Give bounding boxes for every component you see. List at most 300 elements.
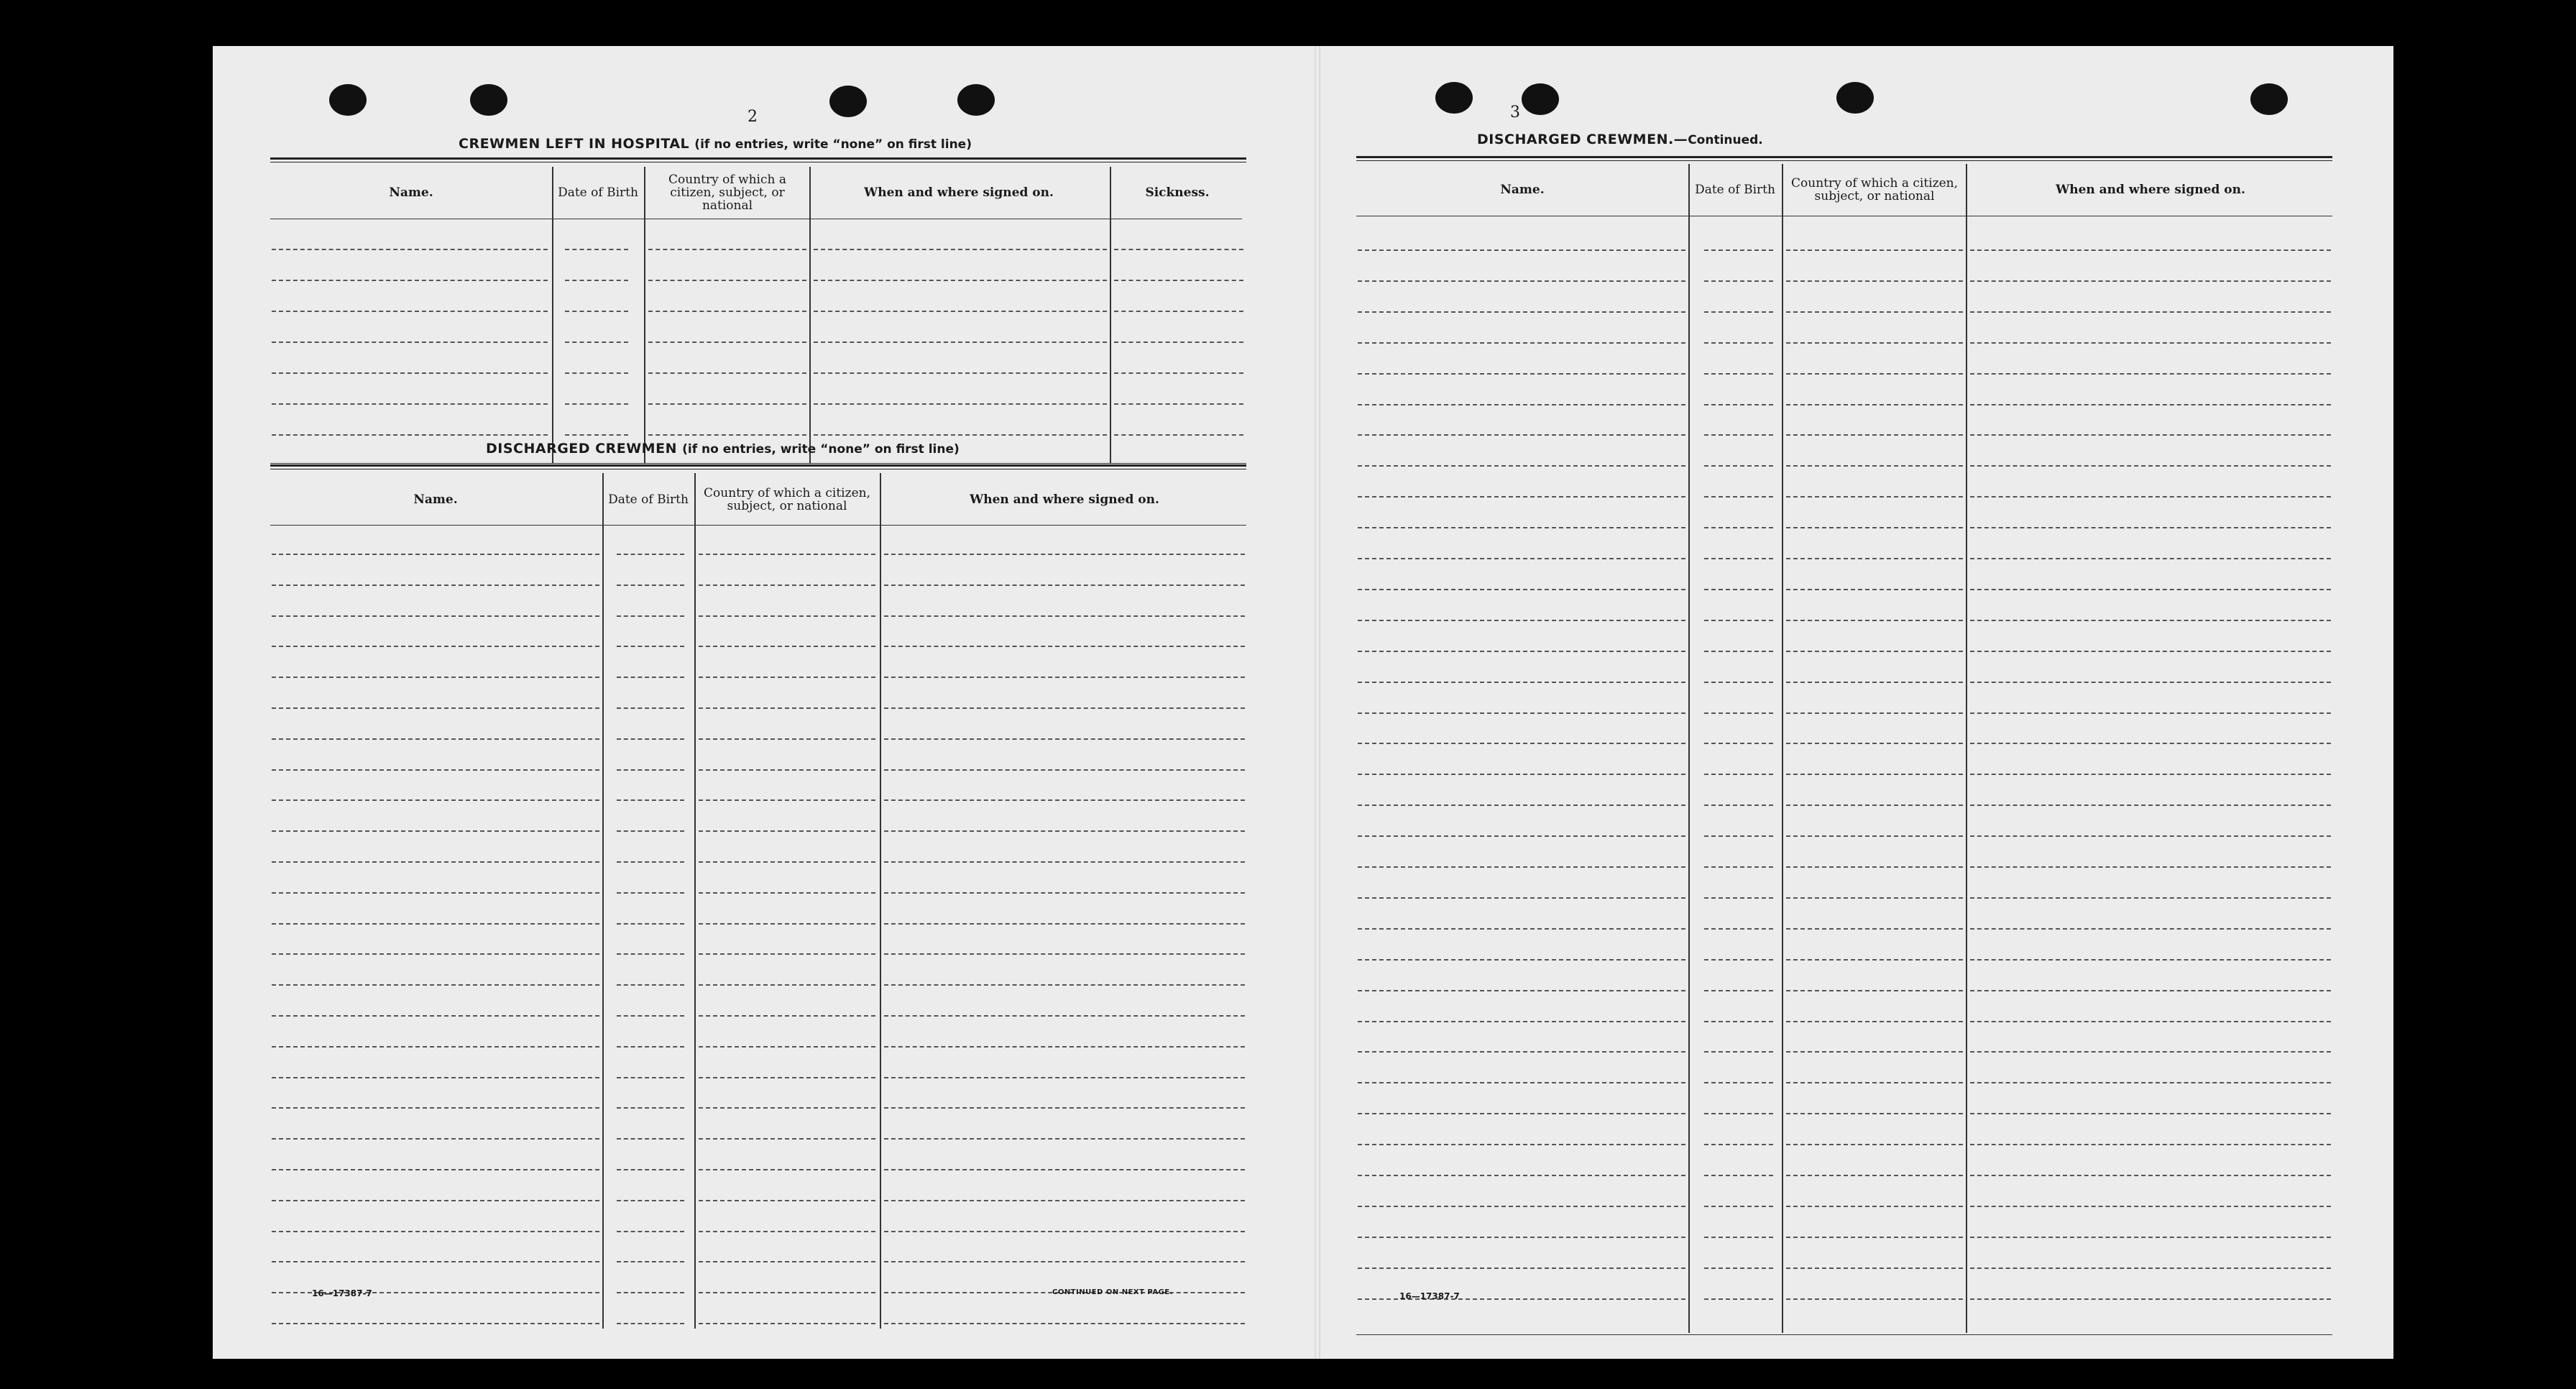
entry-line — [1786, 1082, 1963, 1083]
entry-line — [1786, 866, 1963, 868]
entry-line — [699, 615, 875, 617]
entry-line — [1970, 928, 2331, 930]
entry-line — [617, 861, 684, 863]
entry-line — [272, 738, 599, 740]
entry-line — [1358, 1237, 1685, 1238]
entry-line — [1358, 527, 1685, 528]
discharged-column-rule — [880, 473, 881, 1329]
hospital-title-note: (if no entries, write “none” on first line) — [694, 137, 972, 152]
entry-line — [617, 1107, 684, 1109]
entry-line — [617, 677, 684, 678]
entry-line — [1970, 1144, 2331, 1145]
entry-line — [1358, 959, 1685, 961]
punch-hole — [2250, 83, 2288, 115]
entry-line — [565, 403, 628, 405]
discharged-col-signed-header: When and where signed on. — [970, 492, 1159, 507]
entry-line — [648, 280, 806, 281]
entry-line — [1970, 835, 2331, 837]
entry-line — [884, 830, 1245, 832]
entry-line — [1704, 897, 1773, 899]
entry-line — [1970, 1206, 2331, 1207]
entry-line — [617, 1200, 684, 1201]
entry-line — [1786, 743, 1963, 744]
form-number: 16—17387-7 — [312, 1288, 372, 1298]
entry-line — [884, 1169, 1245, 1170]
entry-line — [1358, 280, 1685, 282]
entry-line — [1704, 311, 1773, 313]
entry-line — [272, 280, 548, 281]
entry-line — [1358, 465, 1685, 467]
entry-line — [617, 830, 684, 832]
punch-hole — [1836, 82, 1874, 114]
continued-col-country-header: Country of which a citizen, subject, or national — [1791, 176, 1958, 203]
hospital-column-rule — [552, 167, 553, 463]
page-number: 3 — [1510, 104, 1520, 122]
entry-line — [1704, 651, 1773, 652]
entry-line — [1358, 342, 1685, 344]
entry-line — [1970, 1051, 2331, 1053]
entry-line — [1704, 928, 1773, 930]
discharged-col-dob-header: Date of Birth — [608, 492, 689, 507]
entry-line — [272, 984, 599, 986]
entry-line — [1786, 1051, 1963, 1053]
entry-line — [1786, 620, 1963, 621]
entry-line — [1358, 1051, 1685, 1053]
entry-line — [272, 830, 599, 832]
entry-line — [699, 707, 875, 709]
continued-col-signed-header: When and where signed on. — [2056, 183, 2245, 197]
entry-line — [1358, 743, 1685, 744]
entry-line — [699, 738, 875, 740]
entry-line — [699, 1015, 875, 1017]
entry-line — [1786, 928, 1963, 930]
entry-line — [884, 1200, 1245, 1201]
entry-line — [648, 249, 806, 250]
entry-line — [272, 646, 599, 647]
entry-line — [699, 1046, 875, 1048]
page-number: 2 — [748, 108, 758, 126]
entry-line — [1970, 1175, 2331, 1176]
discharged-title-text: DISCHARGED CREWMEN — [486, 441, 677, 457]
entry-line — [1358, 558, 1685, 559]
entry-line — [1704, 835, 1773, 837]
entry-line — [884, 554, 1245, 555]
continued-header-rule — [1356, 156, 2332, 158]
entry-line — [272, 677, 599, 678]
entry-line — [1704, 1113, 1773, 1114]
entry-line — [884, 1231, 1245, 1232]
entry-line — [617, 1015, 684, 1017]
entry-line — [699, 1323, 875, 1324]
entry-line — [1704, 1267, 1773, 1269]
entry-line — [699, 984, 875, 986]
hospital-col-signed-header: When and where signed on. — [864, 185, 1054, 200]
entry-line — [884, 646, 1245, 647]
entry-line — [884, 1015, 1245, 1017]
entry-line — [617, 769, 684, 771]
entry-line — [1786, 280, 1963, 282]
entry-line — [884, 923, 1245, 925]
entry-line — [1704, 465, 1773, 467]
entry-line — [1786, 558, 1963, 559]
entry-line — [617, 1292, 684, 1293]
entry-line — [272, 311, 548, 312]
entry-line — [699, 1107, 875, 1109]
entry-line — [1704, 774, 1773, 775]
entry-line — [617, 1323, 684, 1324]
entry-line — [1970, 311, 2331, 313]
entry-line — [1358, 1206, 1685, 1207]
entry-line — [1704, 682, 1773, 683]
entry-line — [1786, 774, 1963, 775]
entry-line — [884, 707, 1245, 709]
entry-line — [1970, 558, 2331, 559]
entry-line — [617, 1077, 684, 1078]
entry-line — [1704, 990, 1773, 991]
entry-line — [1786, 496, 1963, 498]
discharged-column-rule — [694, 473, 696, 1329]
entry-line — [699, 646, 875, 647]
entry-line — [648, 311, 806, 312]
entry-line — [1786, 404, 1963, 405]
entry-line — [1970, 1113, 2331, 1114]
entry-line — [1970, 804, 2331, 806]
center-fold — [1315, 46, 1320, 1359]
discharged-continued-title — [1477, 132, 1763, 147]
entry-line — [272, 1261, 599, 1262]
entry-line — [1358, 897, 1685, 899]
hospital-column-rule — [644, 167, 645, 463]
entry-line — [1970, 434, 2331, 436]
continued-note: CONTINUED ON NEXT PAGE. — [1052, 1288, 1173, 1296]
punch-hole — [829, 86, 867, 117]
entry-line — [1358, 651, 1685, 652]
entry-line — [814, 434, 1107, 436]
entry-line — [1970, 1021, 2331, 1022]
entry-line — [1970, 527, 2331, 528]
entry-line — [884, 984, 1245, 986]
entry-line — [814, 249, 1107, 250]
entry-line — [1970, 249, 2331, 251]
entry-line — [1358, 990, 1685, 991]
entry-line — [1704, 743, 1773, 744]
entry-line — [1358, 1082, 1685, 1083]
entry-line — [1970, 373, 2331, 375]
entry-line — [1358, 1113, 1685, 1114]
entry-line — [1704, 1237, 1773, 1238]
entry-line — [617, 984, 684, 986]
entry-line — [1358, 682, 1685, 683]
entry-line — [617, 554, 684, 555]
entry-line — [699, 861, 875, 863]
entry-line — [617, 738, 684, 740]
entry-line — [617, 1261, 684, 1262]
entry-line — [1786, 651, 1963, 652]
entry-line — [1704, 959, 1773, 961]
entry-line — [884, 769, 1245, 771]
entry-line — [1786, 1237, 1963, 1238]
entry-line — [1786, 249, 1963, 251]
entry-line — [1358, 866, 1685, 868]
punch-hole — [1435, 82, 1473, 114]
entry-line — [1970, 496, 2331, 498]
entry-line — [272, 1138, 599, 1140]
entry-line — [272, 1200, 599, 1201]
entry-line — [1786, 1144, 1963, 1145]
entry-line — [272, 892, 599, 894]
entry-line — [1358, 1175, 1685, 1176]
entry-line — [1970, 1082, 2331, 1083]
punch-hole — [329, 84, 367, 116]
entry-line — [1786, 835, 1963, 837]
entry-line — [1704, 589, 1773, 590]
entry-line — [272, 434, 548, 436]
entry-line — [1358, 774, 1685, 775]
entry-line — [1358, 620, 1685, 621]
entry-line — [648, 434, 806, 436]
entry-line — [1786, 1175, 1963, 1176]
entry-line — [884, 1046, 1245, 1048]
entry-line — [1358, 804, 1685, 806]
entry-line — [699, 1261, 875, 1262]
hospital-header-rule — [270, 157, 1246, 160]
discharged-header-rule — [270, 464, 1246, 467]
entry-line — [565, 249, 628, 250]
entry-line — [699, 677, 875, 678]
entry-line — [1786, 682, 1963, 683]
hospital-col-sickness-header: Sickness. — [1145, 185, 1210, 200]
entry-line — [1358, 1267, 1685, 1269]
entry-line — [272, 799, 599, 801]
entry-line — [565, 311, 628, 312]
entry-line — [1786, 712, 1963, 714]
hospital-col-country-header: Country of which a citizen, subject, or national — [668, 173, 786, 213]
entry-line — [272, 341, 548, 343]
entry-line — [272, 585, 599, 586]
entry-line — [617, 892, 684, 894]
entry-line — [1358, 835, 1685, 837]
entry-line — [699, 892, 875, 894]
punch-hole — [1522, 83, 1559, 115]
entry-line — [617, 585, 684, 586]
entry-line — [1704, 404, 1773, 405]
entry-line — [1970, 1237, 2331, 1238]
entry-line — [884, 677, 1245, 678]
entry-line — [1704, 1021, 1773, 1022]
entry-line — [272, 1077, 599, 1078]
entry-line — [272, 1015, 599, 1017]
entry-line — [1970, 897, 2331, 899]
entry-line — [699, 1231, 875, 1232]
entry-line — [272, 1323, 599, 1324]
entry-line — [565, 372, 628, 374]
entry-line — [1114, 280, 1243, 281]
entry-line — [1358, 928, 1685, 930]
entry-line — [1704, 712, 1773, 714]
entry-line — [1970, 342, 2331, 344]
entry-line — [1786, 959, 1963, 961]
discharged-col-name-header: Name. — [413, 492, 458, 507]
entry-line — [699, 769, 875, 771]
entry-line — [617, 799, 684, 801]
entry-line — [617, 923, 684, 925]
entry-line — [1786, 1113, 1963, 1114]
entry-line — [272, 615, 599, 617]
entry-line — [272, 554, 599, 555]
entry-line — [617, 1231, 684, 1232]
entry-line — [565, 280, 628, 281]
entry-line — [1970, 774, 2331, 775]
entry-line — [1970, 651, 2331, 652]
discharged-continued-suffix: Continued. — [1688, 133, 1763, 147]
entry-line — [1786, 589, 1963, 590]
entry-line — [884, 799, 1245, 801]
entry-line — [1704, 804, 1773, 806]
entry-line — [272, 1107, 599, 1109]
form-number: 16—17387-7 — [1399, 1291, 1460, 1301]
entry-line — [1970, 1298, 2331, 1300]
entry-line — [617, 1169, 684, 1170]
entry-line — [565, 341, 628, 343]
entry-line — [1704, 373, 1773, 375]
entry-line — [1704, 249, 1773, 251]
entry-line — [1970, 620, 2331, 621]
discharged-continued-title-text: DISCHARGED CREWMEN.— — [1477, 132, 1688, 147]
discharged-section-title — [486, 441, 960, 457]
entry-line — [1970, 866, 2331, 868]
entry-line — [699, 1138, 875, 1140]
entry-line — [884, 1261, 1245, 1262]
entry-line — [1114, 403, 1243, 405]
entry-line — [699, 1292, 875, 1293]
entry-line — [699, 923, 875, 925]
entry-line — [1704, 866, 1773, 868]
entry-line — [1358, 496, 1685, 498]
entry-line — [884, 953, 1245, 955]
entry-line — [1114, 341, 1243, 343]
entry-line — [1114, 434, 1243, 436]
punch-hole — [957, 84, 995, 116]
entry-line — [617, 615, 684, 617]
entry-line — [814, 311, 1107, 312]
entry-line — [648, 403, 806, 405]
entry-line — [272, 372, 548, 374]
entry-line — [884, 1077, 1245, 1078]
entry-line — [1704, 1051, 1773, 1053]
entry-line — [884, 1138, 1245, 1140]
entry-line — [1704, 558, 1773, 559]
entry-line — [1786, 897, 1963, 899]
entry-line — [1358, 1144, 1685, 1145]
entry-line — [272, 923, 599, 925]
entry-line — [1358, 404, 1685, 405]
entry-line — [1970, 589, 2331, 590]
entry-line — [1786, 527, 1963, 528]
entry-line — [648, 341, 806, 343]
entry-line — [1970, 465, 2331, 467]
entry-line — [648, 372, 806, 374]
entry-line — [617, 646, 684, 647]
entry-line — [1358, 1021, 1685, 1022]
entry-line — [1114, 372, 1243, 374]
entry-line — [884, 892, 1245, 894]
entry-line — [272, 1046, 599, 1048]
entry-line — [884, 738, 1245, 740]
entry-line — [1704, 1082, 1773, 1083]
entry-line — [884, 861, 1245, 863]
entry-line — [1704, 1298, 1773, 1300]
entry-line — [1704, 496, 1773, 498]
right-page — [1320, 46, 2393, 1359]
entry-line — [1704, 1206, 1773, 1207]
entry-line — [1358, 249, 1685, 251]
document-sheet — [213, 46, 2393, 1359]
entry-line — [814, 403, 1107, 405]
entry-line — [1970, 404, 2331, 405]
entry-line — [1786, 1021, 1963, 1022]
discharged-col-country-header: Country of which a citizen, subject, or national — [704, 486, 870, 513]
continued-column-rule — [1966, 164, 1967, 1333]
entry-line — [272, 1231, 599, 1232]
hospital-col-name-header: Name. — [389, 185, 433, 200]
entry-line — [1786, 804, 1963, 806]
discharged-title-note: (if no entries, write “none” on first line) — [682, 442, 960, 457]
entry-line — [884, 615, 1245, 617]
entry-line — [1704, 620, 1773, 621]
entry-line — [1786, 311, 1963, 313]
entry-line — [699, 585, 875, 586]
entry-line — [272, 1169, 599, 1170]
discharged-header-underline — [270, 525, 1246, 526]
entry-line — [1970, 990, 2331, 991]
entry-line — [617, 707, 684, 709]
entry-line — [1970, 743, 2331, 744]
entry-line — [814, 372, 1107, 374]
entry-line — [1786, 990, 1963, 991]
entry-line — [1358, 311, 1685, 313]
continued-column-rule — [1688, 164, 1690, 1333]
entry-line — [1786, 373, 1963, 375]
entry-line — [884, 1323, 1245, 1324]
entry-line — [1970, 712, 2331, 714]
entry-line — [1704, 280, 1773, 282]
entry-line — [814, 280, 1107, 281]
entry-line — [272, 861, 599, 863]
entry-line — [272, 769, 599, 771]
entry-line — [699, 830, 875, 832]
discharged-column-rule — [602, 473, 604, 1329]
hospital-column-rule — [1110, 167, 1111, 463]
entry-line — [699, 1169, 875, 1170]
entry-line — [699, 953, 875, 955]
entry-line — [1114, 311, 1243, 312]
entry-line — [1704, 434, 1773, 436]
entry-line — [1358, 373, 1685, 375]
entry-line — [1786, 1298, 1963, 1300]
hospital-section-bottom-rule — [270, 463, 1246, 464]
entry-line — [1358, 434, 1685, 436]
entry-line — [1970, 1267, 2331, 1269]
entry-line — [1786, 342, 1963, 344]
entry-line — [617, 1046, 684, 1048]
punch-hole — [470, 84, 507, 116]
entry-line — [1704, 1144, 1773, 1145]
entry-line — [699, 554, 875, 555]
entry-line — [699, 799, 875, 801]
entry-line — [1786, 1267, 1963, 1269]
entry-line — [1704, 527, 1773, 528]
entry-line — [617, 953, 684, 955]
